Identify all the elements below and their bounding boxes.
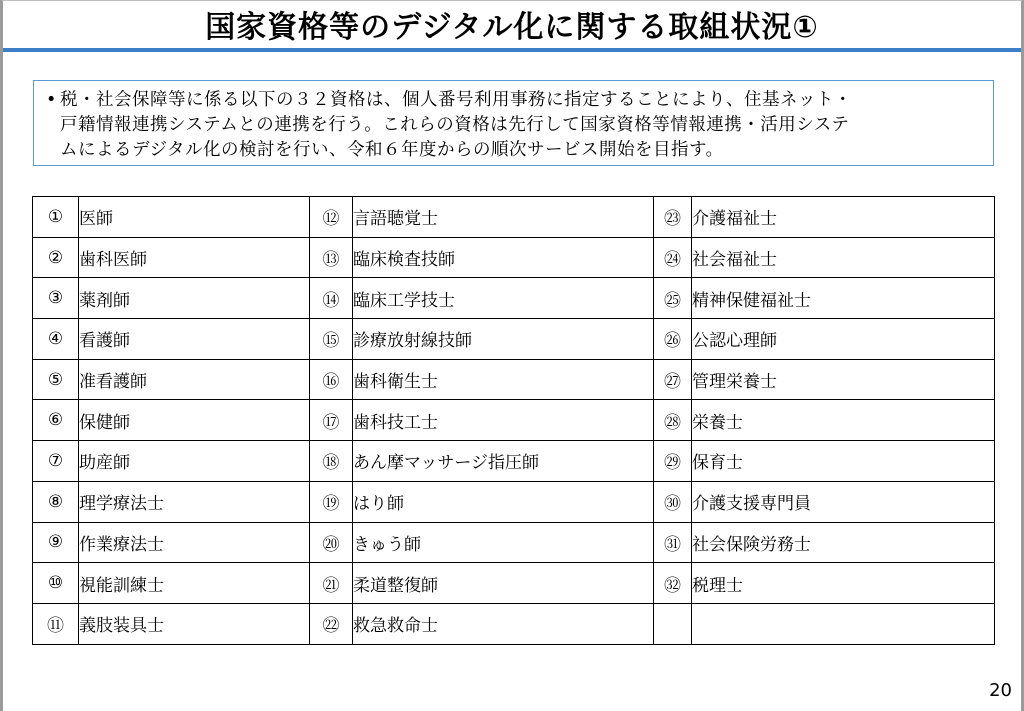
page-number: 20	[989, 680, 1012, 701]
qualification-number: ㉒	[310, 603, 353, 644]
qualification-number: ㉔	[654, 237, 692, 278]
summary-line: ムによるデジタル化の検討を行い、令和６年度からの順次サービス開始を目指す。	[60, 140, 724, 160]
qualification-name: 栄養士	[692, 400, 995, 441]
qualification-name: 社会福祉士	[692, 237, 995, 278]
qualification-number: ⑯	[310, 359, 353, 400]
qualification-name: きゅう師	[353, 522, 654, 563]
qualification-number: ②	[33, 237, 79, 278]
qualification-name: 柔道整復師	[353, 563, 654, 604]
qualification-name: 歯科衛生士	[353, 359, 654, 400]
qualification-name: 診療放射線技師	[353, 319, 654, 360]
table-row	[33, 441, 995, 482]
qualification-name: 准看護師	[79, 359, 310, 400]
qualification-number: ⑭	[310, 278, 353, 319]
slide-title: 国家資格等のデジタル化に関する取組状況①	[205, 10, 819, 45]
qualification-number: ㉑	[310, 563, 353, 604]
qualification-name: 薬剤師	[79, 278, 310, 319]
qualification-number: ⑪	[33, 603, 79, 644]
table-row	[33, 563, 995, 604]
table-row	[33, 278, 995, 319]
qualification-number: ④	[33, 319, 79, 360]
summary-line: 戸籍情報連携システムとの連携を行う。これらの資格は先行して国家資格等情報連携・活用システ	[60, 115, 850, 135]
qualification-name: 保健師	[79, 400, 310, 441]
qualification-number: ⑫	[310, 197, 353, 238]
table-row	[33, 603, 995, 644]
qualification-number: ㉜	[654, 563, 692, 604]
table-row	[33, 319, 995, 360]
qualification-name: 言語聴覚士	[353, 197, 654, 238]
qualification-name: 救急救命士	[353, 603, 654, 644]
qualification-name: 義肢装具士	[79, 603, 310, 644]
qualification-name: 歯科医師	[79, 237, 310, 278]
qualification-name: 医師	[79, 197, 310, 238]
qualification-number: ③	[33, 278, 79, 319]
qualification-number: ㉗	[654, 359, 692, 400]
table-row	[33, 400, 995, 441]
summary-line: 税・社会保障等に係る以下の３２資格は、個人番号利用事務に指定することにより、住基ネット・	[60, 90, 852, 110]
qualification-number: ⑰	[310, 400, 353, 441]
qualification-number: ㉕	[654, 278, 692, 319]
qualification-number: ㉘	[654, 400, 692, 441]
qualification-number: ⑧	[33, 481, 79, 522]
qualification-number: ㉛	[654, 522, 692, 563]
qualification-number: ㉙	[654, 441, 692, 482]
qualification-number: ⑬	[310, 237, 353, 278]
qualification-name: 介護福祉士	[692, 197, 995, 238]
qualification-number: ⑳	[310, 522, 353, 563]
qualification-name: 理学療法士	[79, 481, 310, 522]
qualification-name: 精神保健福祉士	[692, 278, 995, 319]
qualification-number: ㉓	[654, 197, 692, 238]
qualification-name: 作業療法士	[79, 522, 310, 563]
qualification-name: 公認心理師	[692, 319, 995, 360]
qualification-name: 保育士	[692, 441, 995, 482]
qualification-number: ⑮	[310, 319, 353, 360]
summary-box	[33, 80, 994, 166]
qualification-name: 視能訓練士	[79, 563, 310, 604]
qualification-name: あん摩マッサージ指圧師	[353, 441, 654, 482]
qualification-number: ⑥	[33, 400, 79, 441]
qualification-name: 社会保険労務士	[692, 522, 995, 563]
summary-text	[60, 88, 979, 163]
qualification-name: 管理栄養士	[692, 359, 995, 400]
table-row	[33, 359, 995, 400]
qualification-name	[692, 603, 995, 644]
qualification-name: 歯科技工士	[353, 400, 654, 441]
table-row	[33, 481, 995, 522]
qualification-name: 臨床検査技師	[353, 237, 654, 278]
qualification-number: ⑨	[33, 522, 79, 563]
qualification-number: ⑤	[33, 359, 79, 400]
title-underline	[3, 48, 1021, 52]
qualification-number: ⑱	[310, 441, 353, 482]
table-row	[33, 522, 995, 563]
qualification-name: 看護師	[79, 319, 310, 360]
qualification-number: ⑦	[33, 441, 79, 482]
qualification-number: ㉚	[654, 481, 692, 522]
qualification-number: ㉖	[654, 319, 692, 360]
qualification-name: 臨床工学技士	[353, 278, 654, 319]
qualification-name: はり師	[353, 481, 654, 522]
qualification-number: ⑩	[33, 563, 79, 604]
qualification-name: 介護支援専門員	[692, 481, 995, 522]
table-row	[33, 237, 995, 278]
qualification-name: 税理士	[692, 563, 995, 604]
qualifications-table	[32, 196, 995, 645]
table-row	[33, 197, 995, 238]
qualification-number: ⑲	[310, 481, 353, 522]
qualification-number	[654, 603, 692, 644]
bullet-icon: •	[46, 90, 57, 110]
qualification-number: ①	[33, 197, 79, 238]
qualification-name: 助産師	[79, 441, 310, 482]
